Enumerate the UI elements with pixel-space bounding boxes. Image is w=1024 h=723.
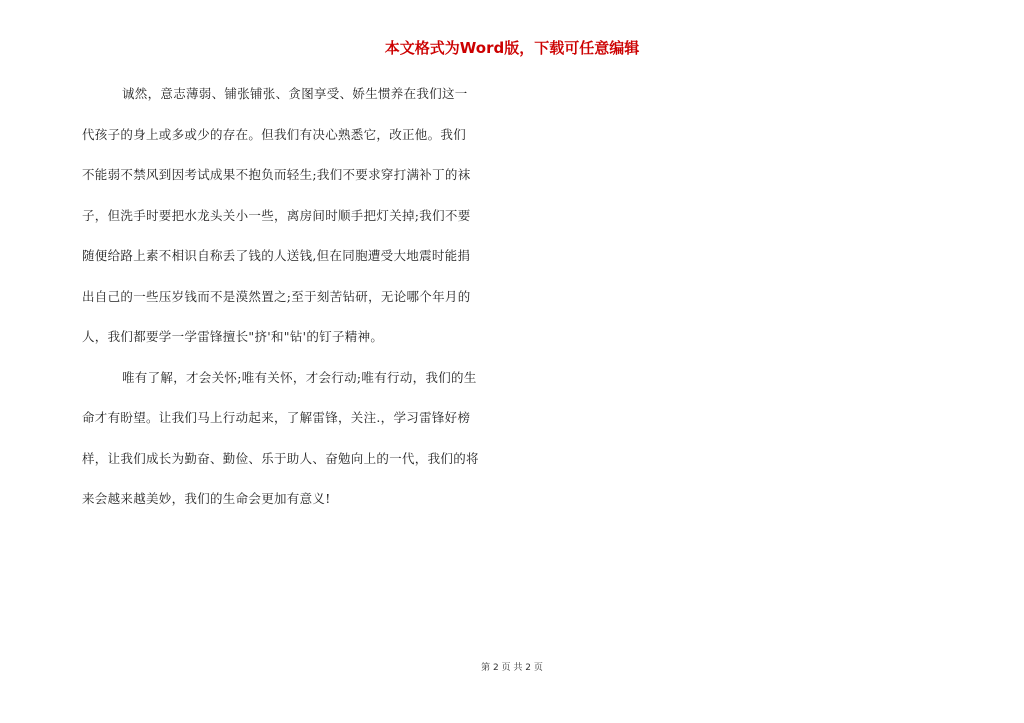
text-line: 诚然，意志薄弱、铺张铺张、贪图享受、娇生惯养在我们这一: [122, 86, 468, 101]
text-line: 出自己的一些压岁钱而不是漠然置之;至于刻苦钻研，无论哪个年月的: [82, 288, 471, 304]
text-line: 代孩子的身上或多或少的存在。但我们有决心熟悉它，改正他。我们: [82, 126, 467, 142]
text-line: 命才有盼望。让我们马上行动起来，了解雷锋，关注.，学习雷锋好榜: [82, 410, 471, 425]
text-line: 人，我们都要学一学雷锋擅长"挤'和"钻'的钉子精神。: [82, 329, 384, 344]
text-line: 不能弱不禁风到因考试成果不抱负而轻生;我们不要求穿打满补丁的袜: [82, 167, 471, 182]
page-header-title: 本文格式为Word版，下载可任意编辑: [384, 39, 640, 57]
text-line: 随便给路上素不相识自称丢了钱的人送钱,但在同胞遭受大地震时能捐: [82, 248, 471, 263]
text-line: 样，让我们成长为勤奋、勤俭、乐于助人、奋勉向上的一代，我们的将: [82, 450, 479, 466]
document-body: [82, 82, 504, 528]
page-number-footer: 第 2 页 共 2 页: [481, 663, 543, 673]
text-line: 子，但洗手时要把水龙头关小一些，离房间时顺手把灯关掉;我们不要: [82, 207, 471, 223]
paragraph-2: [82, 366, 504, 528]
paragraph-1: [82, 82, 504, 366]
text-line: 唯有了解，才会关怀;唯有关怀，才会行动;唯有行动，我们的生: [122, 369, 477, 385]
text-line: 来会越来越美妙，我们的生命会更加有意义!: [82, 491, 331, 506]
